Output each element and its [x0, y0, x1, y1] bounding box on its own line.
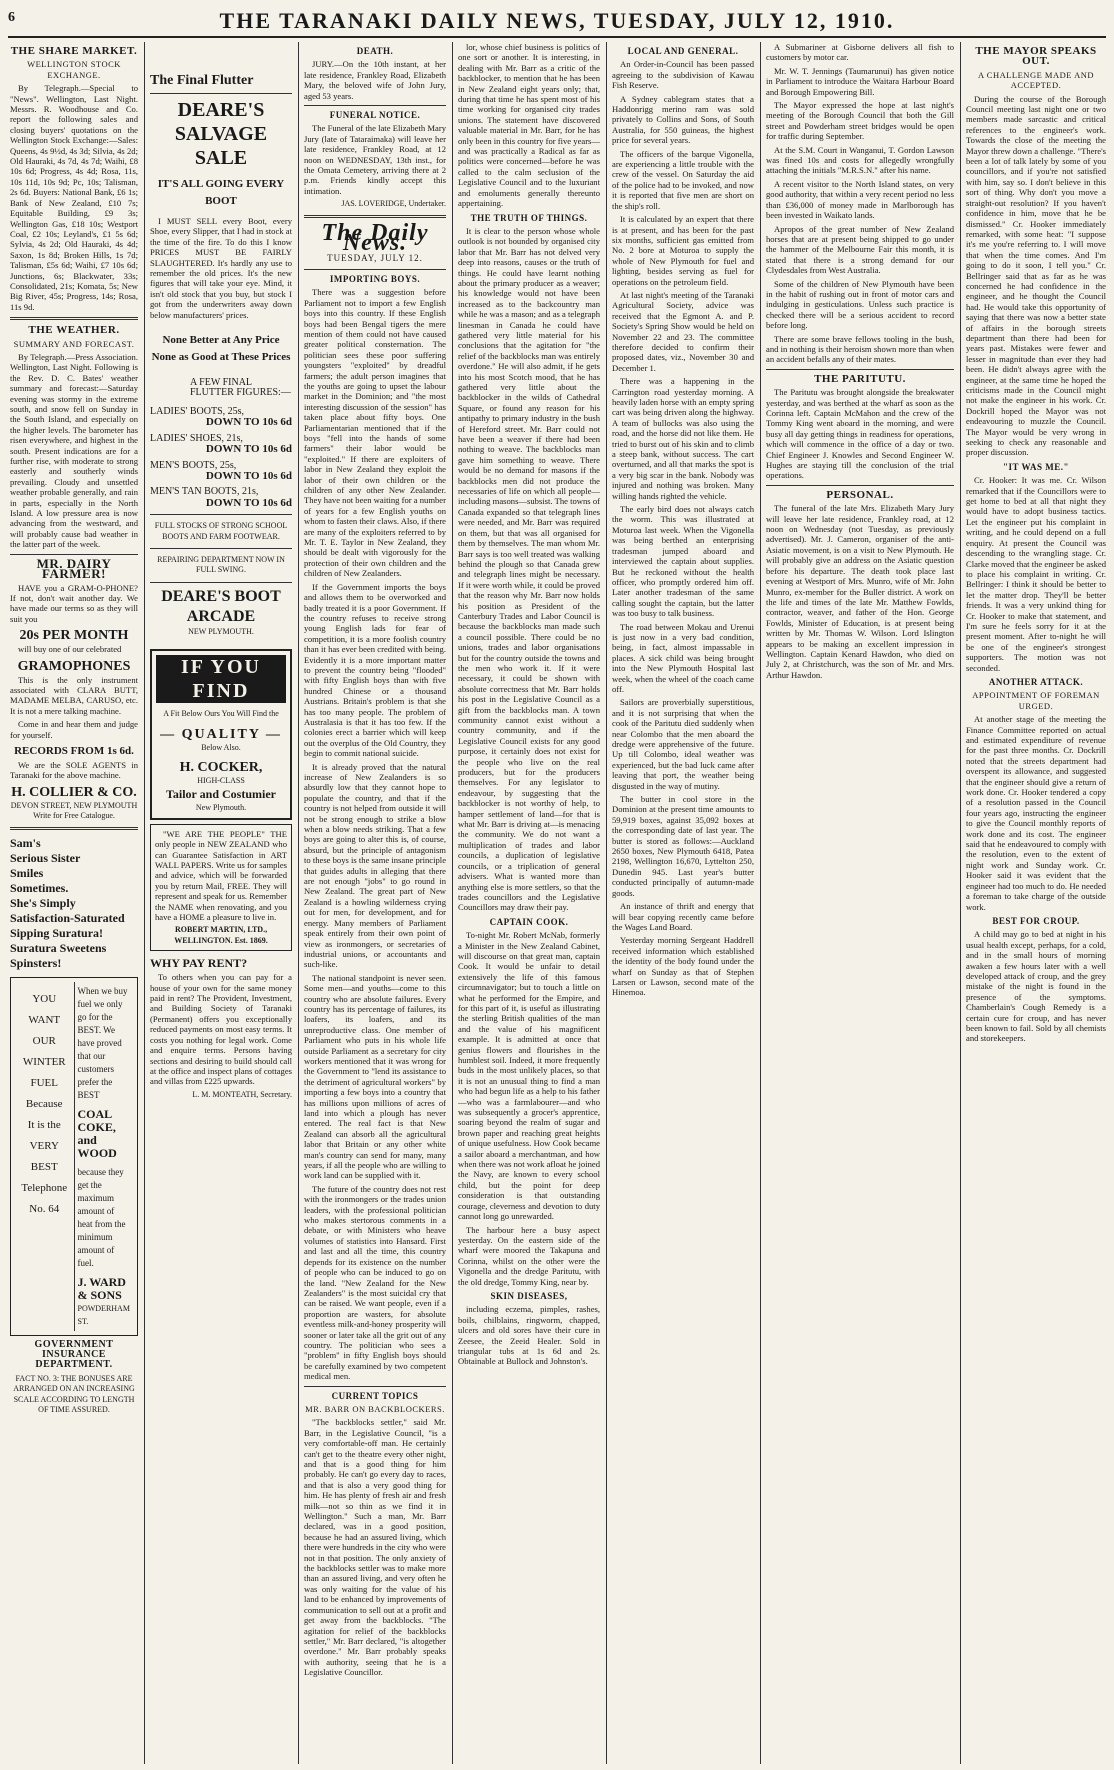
price-item-name: MEN'S TAN BOOTS, 21s,: [150, 486, 259, 498]
funeral-heading: FUNERAL NOTICE.: [329, 110, 421, 121]
divider: [150, 548, 292, 549]
fuel-word: VERY: [29, 1139, 59, 1152]
ward-address: POWDERHAM ST.: [77, 1303, 130, 1326]
news-item: There are some brave fellows tooling in the bush, and in nothing is their heroism shown more than when an accident befalls any of their mates.: [766, 333, 954, 365]
mayor-text: During the course of the Borough Council meeting last night one or two members made sarcastic and critical references to the engineer's work. Towards the close of the meeting the Mayor threw down a challenge. "There's been a lot of talk lately by some of you councillors, and if you're not satisfied with him, say so. I don't believe in this sort of thing. Why don't you move a straight-out resolution? If you haven't confidence in him, move that he be dismissed." Cr. Hooker immediately remarked, with some heat: "I suppose it's me you're referring to. I will move that when the time comes. And I'm going to do it soon, I tell you." Cr. Bellringer said that as far as he was concerned he had confidence in the engineer, and he thought the Council had. He would take this opportunity of saying that there was now a better state of affairs in the borough streets department than there had been for years past. Mistakes were fewer and lesser in magnitude than ever they had been. He didn't always agree with the engineer, at the same time he hoped the criticisms made in the Council might not make the engineer in his work. Cr. Dockrill hoped the Mayor was not endeavouring to muzzle the Council. The Mayor would be very wrong in seeking to check any reasonable and proper discussion.: [966, 93, 1106, 458]
column-rule: [452, 42, 453, 1764]
newspaper-title: THE TARANAKI DAILY NEWS, TUESDAY, JULY 12, 1910.: [219, 8, 895, 33]
quality: — QUALITY —: [160, 726, 282, 742]
column-editorial: [304, 42, 446, 1764]
stock-exchange-subhead: WELLINGTON STOCK EXCHANGE.: [27, 59, 121, 80]
divider: [150, 582, 292, 583]
editorial-paragraph: There was a suggestion before Parliament not to import a few English boys into this country. If these English boys had been Bengal tigers the mere mention of them could not have caused greater political consternation. The politician sees these poor suffering youngsters "exploited" by dreadful farmers; the adult person imagines that the youths are going to upset the labour market in the Dominion; and "the most interesting discussion of the session" has taken place about fifty boys. One Parliamentarian mentioned that if the boys "fell into the hands of some farmers" their labor would be "exploited." If there are exploiters of labor in New Zealand they exploit the labor of their own children or the children of any other New Zealander. They have not been waiting for a number of years for a few English youths on whom to fasten their claws. Also, if there are many of the exploiters referred to by Mr. T. E. Taylor in New Zealand, they should be dealt with vigorously for the protection of their own children and the children of New Zealanders.: [304, 287, 446, 579]
rent-text: To others when you can pay for a house of your own for the same money paid in rent? The Provident, Investment, and Building Society of Taranaki (Permanent) offers you exceptionally reduced payments on most easy terms. It costs you nothing for legal work. Come and enquire terms. Persons having sections and desiring to build should call at the office and inspect plans of cottages and villas from £225 upwards.: [150, 972, 292, 1087]
mayor-subhead: A CHALLENGE MADE AND ACCEPTED.: [977, 69, 1094, 91]
divider: [304, 215, 446, 218]
full-stocks: FULL STOCKS OF STRONG SCHOOL BOOTS AND FARM FOOTWEAR.: [154, 521, 288, 541]
it-was-me-heading: "IT WAS ME.": [1003, 461, 1069, 472]
masthead: [8, 6, 1106, 38]
captain-cook-text: To-night Mr. Robert McNab, formerly a Minister in the New Zealand Cabinet, will discourse on that great man, captain Cook. It would be unfair to detail extensively the life of this famous circumnavigator; but to touch a little on what he performed for the Empire, and for this part of it, is useful as illustrating the sterling British qualities of the man and the value of his magnificent example. It is admitted at once that genius flowers and flourishes in the humblest soil. Indeed, it more frequently buds in the most unlikely places, so that it is not an unusual thing to find a man who had begun life as a help to his father—who was a farmlabourer—and who was subsequently a grocer's apprentice, soaring beyond the realm of sugar and brown paper and reaching great heights of unique usefulness. How Cook became a sailor aboard a merchantman, and how when there was not work afloat he joined the Navy, are known to every school child, but the point for deep consideration is that outstanding courage, cleverness and devotion to duty cannot long go unrewarded.: [458, 930, 600, 1222]
local-item: An Order-in-Council has been passed agreeing to the subdivision of Kawau Fish Reserve.: [612, 59, 754, 91]
fuel-body: [75, 982, 134, 1331]
fuel-word: It is the: [27, 1118, 61, 1131]
column-rule: [606, 42, 607, 1764]
local-item: At last night's meeting of the Taranaki Agricultural Society, advice was received that the Egmont A. and P. Society's Spring Show would be held on November 22 and 23. The committee therefore decided to confirm their proposed dates, viz., November 30 and December 1.: [612, 289, 754, 373]
captain-cook-heading: CAPTAIN COOK.: [489, 916, 569, 927]
cocker-sub: HIGH-CLASS: [197, 775, 245, 785]
local-item: There was a happening in the Carrington road yesterday morning. A heavily laden horse with an empty spring cart was being driven along the highway. A team of bullocks was also using the road, and the horse did not like them. He tried to burst out of his skin and to climb a steep bank, without success. The cart overturned, and all that marks the spot is a very big scar in the bank. Nobody was injured and nothing was broken. Many willing hands righted the vehicle.: [612, 376, 754, 501]
skin-diseases-text: including eczema, pimples, rashes, boils, chilblains, ringworm, chapped, ulcers and old sores have their cure in Zeesee, the Zeeid Healer. Sold in triangular tubs at 1s 6d and 2s. Obtainable at Bullock and Johnston's.: [458, 1304, 600, 1367]
mayor-heading: THE MAYOR SPEAKS OUT.: [975, 45, 1097, 68]
divider: [150, 93, 292, 94]
suratura-line: Sam's: [10, 835, 41, 850]
death-notice: JURY.—On the 10th instant, at her late residence, Frankley Road, Elizabeth Mary, the beloved wife of John Jury, aged 53 years.: [304, 59, 446, 101]
sole-agents-text: We are the SOLE AGENTS in Taranaki for the above machine.: [10, 759, 138, 781]
govt-insurance-heading: GOVERNMENT INSURANCE DEPARTMENT.: [34, 1338, 114, 1371]
column-topics: [458, 42, 600, 1764]
column-news: [766, 42, 954, 1764]
we-are-the-people: "WE ARE THE PEOPLE" THE only people in NEW ZEALAND who can Guarantee Satisfaction in ART WALL PAPERS. Write us for samples and advice, which will be forwarded you by return Mail, FREE. They will represent and speak for us. Remember the NAME when renovating, and you have a HOME a pleasure to live in.: [155, 828, 287, 923]
another-attack-subhead: APPOINTMENT OF FOREMAN URGED.: [972, 690, 1100, 711]
divider: [304, 269, 446, 270]
weather-subhead: SUMMARY AND FORECAST.: [13, 338, 135, 349]
price-down-to: DOWN TO 10s 6d: [205, 416, 292, 429]
robert-martin: ROBERT MARTIN, LTD., WELLINGTON. Est. 1869.: [174, 925, 268, 945]
dairy-text: HAVE you a GRAM-O-PHONE? If not, don't wait another day. We have made our terms so as they will suit you: [10, 582, 138, 624]
final-flutter: The Final Flutter: [150, 73, 254, 88]
editorial-date: TUESDAY, JULY 12.: [327, 252, 423, 263]
price-item: [150, 487, 292, 508]
local-item: A Sydney cablegram states that a Haddonrigg merino ram was sold privately to Collins and Sons, of South Australia, for 550 guineas, the highest price for several years.: [612, 93, 754, 146]
editorial-paragraph: The future of the country does not rest with the ironmongers or the trades union leaders, with the professional politician who makes stertorous comments in a debate, or with Ministers who heave volumes of statistics into Hansard. First and last and all the time, this country depends for its existence on the number of people who can be induced to go on the land. "New Zealand for the New Zealanders" is the most suicidal cry that can be raised. We want people, even if a proportion are wasters, for absolute eventless milk-and-honey prosperity will sooner or later take all the grit out of any country. The politician who sees a "problem" in fifty English boys should be carefully examined by two competent medical men.: [304, 1183, 446, 1382]
divider: [10, 554, 138, 555]
fact-no-3: FACT NO. 3: THE BONUSES ARE ARRANGED ON AN INCREASING SCALE ACCORDING TO LENGTH OF TIME ASSURED.: [13, 1373, 135, 1415]
local-general-heading: LOCAL AND GENERAL.: [627, 46, 739, 56]
undertaker: JAS. LOVERIDGE, Undertaker.: [341, 199, 446, 209]
arcade-place: NEW PLYMOUTH.: [188, 626, 254, 636]
gramophones-heading: GRAMOPHONES: [17, 658, 131, 674]
fuel-word: Telephone: [21, 1181, 68, 1194]
fuel-word: Because: [25, 1097, 63, 1110]
share-market-heading: THE SHARE MARKET.: [10, 45, 138, 57]
price-item-name: LADIES' BOOTS, 25s,: [150, 405, 245, 417]
tailor-costumier: Tailor and Costumier: [165, 787, 276, 802]
truth-text: It is clear to the person whose whole outlook is not bounded by organised city labor that Mr. Barr has not delved very deep into reasons, causes or the truth of things. He could have learnt nothing about the primary producer as a weaver; his knowledge would not have been increased as to the backcountry man while he was a mason; and as a telegraph linesman in Canada he could have gathered very little material for his conclusions that the agitation for "the relief of the backblocks man was entirely overdone." He will also admit, if he gets into his most Scotch mood, that he has gathered very little about the backblocker in the wilds of Cathedral Square, or found any reason for his antipathy to primary industry in the bush of Hereford street. Mr. Barr could not have been a weaver if there had been nothing to weave. The backblocks man gave him something to weave. There would be no demand for masons if the backblocks men did not produce the necessaries of life on which all people—including masons—subsist. The towns of Canada expanded so that telegraph lines were needed, and Mr. Barr was required on them, but that was all organised for them by themselves. The man whom Mr. Barr says is too well treated was walking behind the plough so that Canada grew and telegraph lines might be necessary. If it were worth while, it could be proved that the reason why Mr. Barr now holds his position as President of the Canterbury Trades and Labor Council is because the backblocks man made such a council possible. There could be no unions, trades and labor organisations but for the country outside the towns and the men who work it. If it were necessary, it could be shown with absolute correctness that Mr. Barr holds his post in the Legislative Council as a gift from the backblocks man. A town community cannot exist without a country community, and if the Legislative Council exists for any good purpose, it certainly does not exist for the people who live on the real producers, but for the producers themselves. For any legislator to endeavour, by suggesting that the backblocker is not worthy of help, to hamper settlement of land—for that is what Mr. Barr is driving at—is menacing the community. We do not want a multiplication of trades and labor councils, a duplication of legislative councils, or a triplication of general advisers. What is wanted more than anything else is more settlers, so that the trades councillors and the Legislative Councillors may draw their pay.: [458, 225, 600, 913]
if-you-find: IF YOU FIND: [156, 655, 286, 703]
column-local: [612, 42, 754, 1764]
suratura-line: Serious Sister: [10, 850, 81, 865]
editorial-paragraph: The national standpoint is never seen. Some men—and youths—come to this country who are absolute failures. Every country has its percentage of failures, its loafers, its loafers, and its unreproductive class. One member of Parliament who puts in his whole life outside Parliament as a secretary for city workers mentioned that it was wrong for the Government to "lend its assistance to the detriment of agricultural workers" by importing a few boys into a country that has millions upon millions of acres of land into which a plough has never entered. The real fact is that New Zealand can absorb all the agricultural labor that Britain or any other white man's country can send for many, many years, if all the people who are willing to work land can be supplied with it.: [304, 972, 446, 1181]
price-item-name: MEN'S BOOTS, 25s,: [150, 459, 237, 471]
none-better: None Better at Any Price None as Good at These Prices: [151, 334, 291, 364]
skin-diseases-heading: SKIN DISEASES,: [490, 1290, 568, 1301]
daily-news-logo: The Daily News.: [321, 219, 429, 257]
dairy-text-2: will buy one of our celebrated: [18, 644, 122, 655]
below-also: Below Also.: [201, 742, 241, 752]
price-down-to: DOWN TO 10s 6d: [205, 443, 292, 456]
price-item: [150, 434, 292, 455]
fuel-word: No. 64: [29, 1202, 60, 1215]
paritutu-heading: THE PARITUTU.: [814, 372, 906, 385]
current-topics-heading: CURRENT TOPICS: [331, 1390, 419, 1401]
news-item: At the S.M. Court in Wanganui, T. Gordon Lawson was fined 10s and costs for allegedly wrongfully attaching the initials "M.R.S.N." after his name.: [766, 144, 954, 176]
news-item: A Submariner at Gisborne delivers all fish to customers by motor car.: [766, 42, 954, 63]
column-rule: [144, 42, 145, 1764]
weather-heading: THE WEATHER.: [28, 324, 120, 337]
price-down-to: DOWN TO 10s 6d: [205, 496, 292, 509]
news-item: Some of the children of New Plymouth have been in the habit of rushing out in front of motor cars and indulging in gesticulations. Unless such practice is checked there will be a serious accident to record before long.: [766, 278, 954, 331]
divider: [150, 514, 292, 515]
editorial-paragraph: It is already proved that the natural increase of New Zealanders is so absurdly low that they cannot hope to populate the country, and that if the country is not helped from outside it will not be strong enough to strike a blow when a blow needs striking. That a few boys are going to alter this is, of course, absurd, but the principle of antagonism to these boys is the same insane principle that guides adults in alleging that there are not enough "jobs" to go round in New Zealand. The great part of New Zealand is a howling wilderness crying out for men, for development, and for energy. Many members of Parliament speak entirely from their own point of view as ironmongers, or secretaries of industrial unions, or accountants and such-like.: [304, 761, 446, 970]
news-item: A recent visitor to the North Island states, on very good authority, that within a very recent period no less than £36,000 of money made in Marlborough has been invested in Waikato lands.: [766, 178, 954, 221]
price-item: [150, 407, 292, 428]
divider: [304, 1386, 446, 1387]
ward-name: J. WARD & SONS: [77, 1274, 126, 1302]
suratura-line: Sipping Suratura!: [10, 925, 104, 940]
paritutu-text: The Paritutu was brought alongside the breakwater yesterday, and was berthed at the wharf as soon as the Corinna left. Captain McMahon and the crew of the Tommy King went aboard in the morning, and were busy all day getting things in readiness for operations, which will commence in the office of a day or two. Chief Engineer J. Knowles and Second Engineer W. Hughes are staying till the conclusion of the trial operations.: [766, 387, 954, 481]
harbour-text: The harbour here a busy aspect yesterday. On the eastern side of the wharf were moored the Takapuna and Corinna, whilst on the other were the Vigonella and the dredge Paritutu, with the old dredge, Tommy King, near by.: [458, 1224, 600, 1287]
collier-address: DEVON STREET, NEW PLYMOUTH: [10, 800, 138, 810]
local-item: Sailors are proverbially superstitious, and it is not surprising that when the cook of the Paritutu died suddenly when near Colombo that the men aboard the dredge were apprehensive of the future. Up till Colombo, ideal weather was experienced, but the bad luck came after leaving that port, the weather being disgusted in the way of mutiny.: [612, 697, 754, 791]
news-item: Mr. W. T. Jennings (Taumarunui) has given notice in Parliament to introduce the Waitara Harbour Board and Borough Empowering Bill.: [766, 65, 954, 97]
news-item: Apropos of the great number of New Zealand horses that are at present being shipped to go under the hammer of the Melbourne Fair this month, it is stated that there is a strong demand for our Clydesdales from West Australia.: [766, 223, 954, 276]
local-item: The butter in cool store in the Dominion at the present time amounts to 59,919 boxes, against 35,092 boxes at the corresponding date of last year. The butter is stored as follows:—Auckland 2650 boxes, New Plymouth 6418, Patea 2198, Wellington 16,670, Lyttelton 250, Dunedin 945. Last year's butter conducted principally of autumn-made goods.: [612, 794, 754, 898]
truth-heading: THE TRUTH OF THINGS.: [470, 212, 588, 223]
cocker-place: New Plymouth.: [195, 803, 247, 813]
deare-salvage-sale: DEARE'S SALVAGE SALE: [174, 99, 268, 169]
fuel-text: When we buy fuel we only go for the BEST. We have proved that our customers prefer the BEST: [77, 985, 128, 1100]
local-item: An instance of thrift and energy that will bear copying recently came before the Wages Land Board.: [612, 901, 754, 932]
records-price: RECORDS FROM 1s 6d.: [14, 744, 134, 757]
cocker-ad: [150, 649, 292, 820]
another-attack-heading: ANOTHER ATTACK.: [988, 676, 1084, 687]
fuel-word: WANT: [28, 1013, 61, 1026]
column-rule: [960, 42, 961, 1764]
deare-boot-arcade: DEARE'S BOOT ARCADE: [161, 587, 281, 625]
price-item: [150, 461, 292, 482]
suratura-line: She's Simply: [10, 895, 76, 910]
dairy-farmer-heading: MR. DAIRY FARMER!: [36, 555, 112, 582]
divider: [10, 827, 138, 830]
suratura-line: Smiles: [10, 865, 44, 880]
suratura-line: Suratura Sweetens: [10, 940, 107, 955]
cocker-name: H. COCKER,: [179, 759, 263, 775]
page-number: 6: [8, 10, 15, 25]
column-rule: [298, 42, 299, 1764]
divider: [10, 317, 138, 320]
price-item-name: LADIES' SHOES, 21s,: [150, 432, 243, 444]
local-item: The early bird does not always catch the worm. This was illustrated at Moturoa last week. When the Vigonella was being berthed an enterprising tradesman jumped aboard and interviewed the captain about supplies. But he reckoned without the health officer, who promptly ordered him off. Later another tradesman of the same calling sought the captain, but the latter was too busy to talk business.: [612, 504, 754, 619]
current-topics-subhead: MR. BARR ON BACKBLOCKERS.: [305, 1403, 445, 1414]
repairing-dept: REPAIRING DEPARTMENT NOW IN FULL SWING.: [157, 554, 285, 575]
suratura-line: Satisfaction-Saturated: [10, 910, 125, 925]
column-rule: [760, 42, 761, 1764]
column-adverts: [150, 42, 292, 1764]
column-share-market: [10, 42, 138, 1764]
ward-fuel-ad: [10, 977, 138, 1336]
local-item: The officers of the barque Vigonella, are experiencing a little trouble with the crew of the vessel. On Saturday the aid of the police had to be invoked, and now it is reported that five men are short on the ship's roll.: [612, 148, 754, 211]
collier-name: H. COLLIER & CO.: [11, 784, 137, 800]
must-sell-text: I MUST SELL every Boot, every Shoe, every Slipper, that I had in stock at the time of the fire. To do this I know PRICES MUST BE FAIRLY SLAUGHTERED. It's hardly any use to remember the old prices. It's the new figures that will take your eye. Mind, it isn't old stock that you buy, but stock I got from the underwriters away down below manufacturers' prices.: [150, 216, 292, 320]
local-item: It is calculated by an expert that there is at present, and has been for the past six months, sufficient gas emitted from No. 2 bore at Moturoa to supply the whole of New Plymouth for fuel and lighting, besides serving as fuel for operations on the petroleum field.: [612, 214, 754, 287]
fuel-word: YOU: [32, 992, 57, 1005]
why-pay-rent: WHY PAY RENT?: [150, 956, 248, 971]
current-topics-text: "The backblocks settler," said Mr. Barr, in the Legislative Council, "is a very comfortable-off man. He certainly can't get to the theatre every other night, and that is a good thing for him probably. He can't go every day to races, and that is also a very good thing for him. He has plenty of fresh air and fresh milk—not so thin as we find it in Wellington." Such a man, Mr. Barr declared, was in a good position, because he had an assured living, which there were hundreds in the city who were not in that position. The only anxiety of the backblocks settler was to make more than an assured living, and very often he was only waiting for the value of his land to be enhanced by improvements of communication to sell out at a profit and get away from the backblocks. "The agitation for relief of the backblocks settler," Mr. Barr declared, "is altogether overdone." Mr. Barr probably speaks with authority, seeing that he is a Legislative Councillor.: [304, 1417, 446, 1678]
suratura-line: Sometimes.: [10, 880, 69, 895]
suratura-line: Spinsters!: [10, 955, 62, 970]
personal-heading: PERSONAL.: [826, 488, 894, 501]
fuel-slogan: [15, 982, 75, 1331]
topics-continued: lor, whose chief business is politics of one sort or another. It is interesting, in dealing with Mr. Barr as a critic of the backblocker, to mention that he has been in New Zealand eight years only; that, during that time he has spent most of his time working for organised city trades unions. The statement have discovered valuable material in Mr. Barr, for he has only been in this country for five years—and was practically a Radical as far as politics were concerned—before he was called to the calm seclusion of the Legislative Council and to the luxuriant and emoluments generally thereunto appertaining.: [458, 42, 600, 209]
personal-text: The funeral of the late Mrs. Elizabeth Mary Jury will leave her late residence, Frankley road, at 12 noon on Wednesday (not Tuesday, as previously advertised). Mr. J. Cameron, organiser of the anti-Asiatic movement, is on a visit to New Plymouth. He will probably give an address on the Asiatic question before his departure. The death took place last evening at Westport of Mrs. Munro, wife of Mr. John Munro, ex-member for the Buller district. A work on the life and times of the late Mr. Matthew Fowlds, contractor, weaver, and father of the Hon. George Fowlds, Minister of Education, is at present being written by Mr. Thomas W. Wilson. Lord Islington appears to be making an excellent impression in Wellington. Captain Kenard Hawdon, who died on July 2, at Christchurch, was the son of Mr. and Mrs. Arthur Hawdon.: [766, 503, 954, 680]
suratura-ad: [10, 836, 138, 971]
it-was-me-text: Cr. Hooker: It was me. Cr. Wilson remarked that if the Councillors were to get home to bed at all that night they would have to adopt business tactics. Let the engineer put his complaint in writing, and he could depend on a full enquiry. At present the Council was descending to the wrangling stage. Cr. Clarke moved that the engineer be asked to place his complaint in writing. Cr. Bellringer: I think it should be better to let the matter drop. They'll be better friends. It was a very unkind thing for Cr. Hooker to make that statement, and I'm sure he feels sorry for it at the present moment. After to-night he will be one of the engineer's strongest supporters. The motion was not seconded.: [966, 475, 1106, 673]
divider: [766, 369, 954, 370]
martin-ad: [150, 824, 292, 951]
importing-boys-heading: IMPORTING BOYS.: [329, 273, 421, 284]
share-market-text: By Telegraph.—Special to "News". Wellington, Last Night. Messrs. R. Woodhouse and Co. report the following sales and closing buyers' quotations on the Wellington Stock Exchange:—Sales: Queens, 4s 9½d, 4s 3d; Silvia, 4s 2d; Old Hauraki, 4s 7d, 4s 7d; Waihi, £8 10s 6d; Progress, 4s 4d; Rosa, 11s, 10s 11d, 10s 9d; Pc, 10s; Talisman, 2s 6d. Buyers: National Bank, £6 1s; Bank of New Zealand, £10 7s; Equitable Building, £9 3s; Wellington Gas, £18 10s; Westport Coal, £2 10s; Leyland's, £1 5s 6d; Sylvia, 4s 2d; Old Hauraki, 4s 4d; Saxon, 1s 8d; Broken Hills, 1s 7d; Talisman, £5s 6d; Waihi, £7 10s 6d; Junctions, 6s; Blackwater, 33s; Consolidated, 21s; Komata, 5s; New Big River, 45s; Progress, 14s; Rosa, 11s 9d.: [10, 83, 138, 312]
weather-text: By Telegraph.—Press Association. Wellington, Last Night. Following is the Rev. D. C. Bates' weather summary and forecast:—Saturday evening was stormy in the extreme south, and snow fell on Sunday in the South Island, and especially on the higher levels. The barometer has risen everywhere, and highest in the south. Present indications are for a further rise, with moderate to strong easterly and southerly winds prevailing. Cloudy and unsettled weather probable generally, and rain in parts, especially in the North Island. A low pressure area is now advancing from the westward, and will probably cause bad weather in the latter part of the week.: [10, 351, 138, 550]
column-mayor: [966, 42, 1106, 1764]
divider: [766, 485, 954, 486]
fuel-word: FUEL: [30, 1076, 58, 1089]
price-down-to: DOWN TO 10s 6d: [205, 469, 292, 482]
croup-text: A child may go to bed at night in his usual health except, perhaps, for a cold, and in the small hours of morning awaken a few hours later with a well developed attack of croup, and the grey mistake of the night is found in the presence of the symptoms. Chamberlain's Cough Remedy is a certain cure for croup, and has never been known to fail. Sold by all chemists and storekeepers.: [966, 929, 1106, 1044]
fuel-word: OUR: [32, 1034, 56, 1047]
funeral-notice: The Funeral of the late Elizabeth Mary Jury (late of Tataraimaka) will leave her late residence, Frankley Road, at 12 noon on WEDNESDAY, 13th inst., for the Omata Cemetery, arriving there at 2 p.m. Friends kindly accept this intimation.: [304, 123, 446, 196]
another-attack-text: At another stage of the meeting the Finance Committee reported on actual and estimated expenditure of revenue for the past three months. Cr. Dockrill noted that the streets department had overspent its allowance, and suggested that the engineer should give a return of work done. Cr. Hooker tendered a copy of a resolution passed in the Council four years ago, instructing the engineer to give the Council monthly reports of work done and its cost. The engineer said that he endeavoured to comply with the resolution, even to the extent of night work and Sunday work. Cr. Hooker said it was evident that the engineer had too much to do. He needed a foreman to take charge of the outside work.: [966, 714, 1106, 912]
fuel-text-2: because they get the maximum amount of heat from the minimum amount of fuel.: [77, 1166, 126, 1268]
death-heading: DEATH.: [356, 46, 394, 56]
editorial-paragraph: If the Government imports the boys and allows them to be overworked and badly treated it is a poor Government. If the country refuses to receive strong young English lads for fear of competition, it is a more foolish country than it has ever been credited with being. Evidently it is a more important matter to prevent the country being "flooded" with fifty English boys than with five hundred Chinese or a thousand Austrians. Britain's problem is that she has too many people. The problem of Australasia is that it has too few. If the colonies erect a barrier which will keep out the overplus of the Old Country, they begin to commit national suicide.: [304, 581, 446, 759]
news-item: The Mayor expressed the hope at last night's meeting of the Borough Council that both the Gill street and Powderham street bridges would be open for traffic during September.: [766, 100, 954, 142]
fuel-word: BEST: [30, 1160, 58, 1173]
all-going: IT'S ALL GOING EVERY BOOT: [157, 178, 285, 207]
fuel-word: WINTER: [22, 1055, 66, 1068]
local-item: Yesterday morning Sergeant Haddrell received information which established the identity of the body found under the wharf on Sunday as that of Stephen Larsen or Lawson, second mate of the Hinemoa.: [612, 935, 754, 998]
local-item: The road between Mokau and Urenui is just now in a very bad condition, being, in fact, almost impassable in places. A sick child was being brought into the New Plymouth Hospital last week, when the wheel of the coach came off.: [612, 621, 754, 694]
monteath-secretary: L. M. MONTEATH, Secretary.: [192, 1089, 292, 1099]
gramophones-text: This is the only instrument associated with CLARA BUTT, MADAME MELBA, CARUSO, etc. It is not a mere talking machine.: [10, 674, 138, 716]
gramophones-text-2: Come in and hear them and judge for yourself.: [10, 719, 138, 740]
dairy-price: 20s PER MONTH: [19, 628, 129, 644]
divider: [304, 105, 446, 106]
croup-heading: BEST FOR CROUP.: [992, 915, 1080, 926]
final-figures: A FEW FINAL FLUTTER FIGURES:—: [190, 377, 291, 399]
free-catalogue: Write for Free Catalogue.: [33, 811, 115, 821]
fuel-coal: COAL COKE, and WOOD: [77, 1106, 117, 1160]
find-text: A Fit Below Ours You Will Find the: [163, 709, 279, 719]
